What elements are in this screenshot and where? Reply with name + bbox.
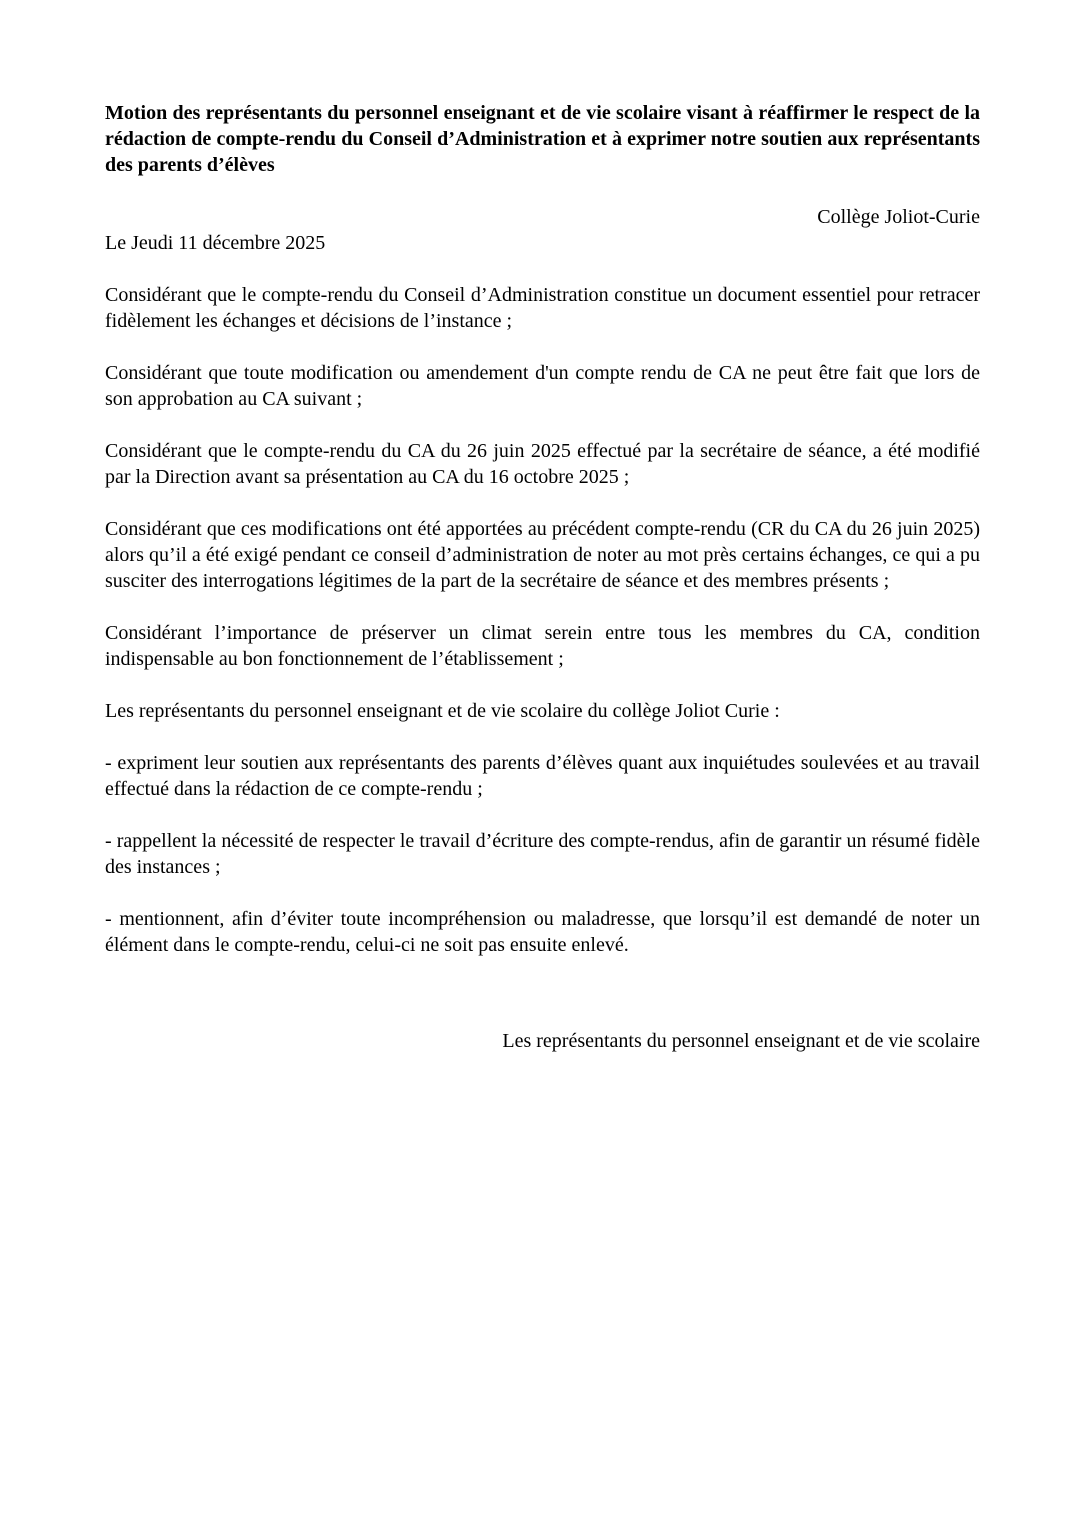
paragraph-considerant-3: Considérant que le compte-rendu du CA du 26 juin 2025 effectué par la secrétaire de séance, a été modifié par la Direction avant sa présentation au CA du 16 octobre 2025 ; [105,440,980,488]
paragraph-point-mentionnent: - mentionnent, afin d’éviter toute incompréhension ou maladresse, que lorsqu’il est demandé de noter un élément dans le compte-rendu, celui-ci ne soit pas ensuite enlevé. [105,908,980,956]
paragraph-considerant-2: Considérant que toute modification ou amendement d'un compte rendu de CA ne peut être fait que lors de son approbation au CA suivant ; [105,362,980,410]
paragraph-point-rappellent: - rappellent la nécessité de respecter le travail d’écriture des compte-rendus, afin de garantir un résumé fidèle des instances ; [105,830,980,878]
paragraph-point-expriment: - expriment leur soutien aux représentants des parents d’élèves quant aux inquiétudes soulevées et au travail effectué dans la rédaction de ce compte-rendu ; [105,752,980,800]
college-name: Collège Joliot-Curie [817,206,980,228]
paragraph-considerant-5: Considérant l’importance de préserver un climat serein entre tous les membres du CA, condition indispensable au bon fonctionnement de l’établissement ; [105,622,980,670]
paragraph-considerant-4: Considérant que ces modifications ont été apportées au précédent compte-rendu (CR du CA du 26 juin 2025) alors qu’il a été exigé pendant ce conseil d’administration de noter au mot près certains échanges, ce qui a pu susciter des interrogations légitimes de la part de la secrétaire de séance et des membres présents ; [105,518,980,592]
signature-line: Les représentants du personnel enseignant et de vie scolaire [502,1030,980,1052]
document-title: Motion des représentants du personnel enseignant et de vie scolaire visant à réaffirmer le respect de la rédaction de compte-rendu du Conseil d’Administration et à exprimer notre soutien aux représentants des parents d’élèves [105,102,980,176]
paragraph-intro-representants: Les représentants du personnel enseignant et de vie scolaire du collège Joliot Curie : [105,700,780,722]
paragraph-considerant-1: Considérant que le compte-rendu du Conseil d’Administration constitue un document essentiel pour retracer fidèlement les échanges et décisions de l’instance ; [105,284,980,332]
document-date: Le Jeudi 11 décembre 2025 [105,232,326,254]
